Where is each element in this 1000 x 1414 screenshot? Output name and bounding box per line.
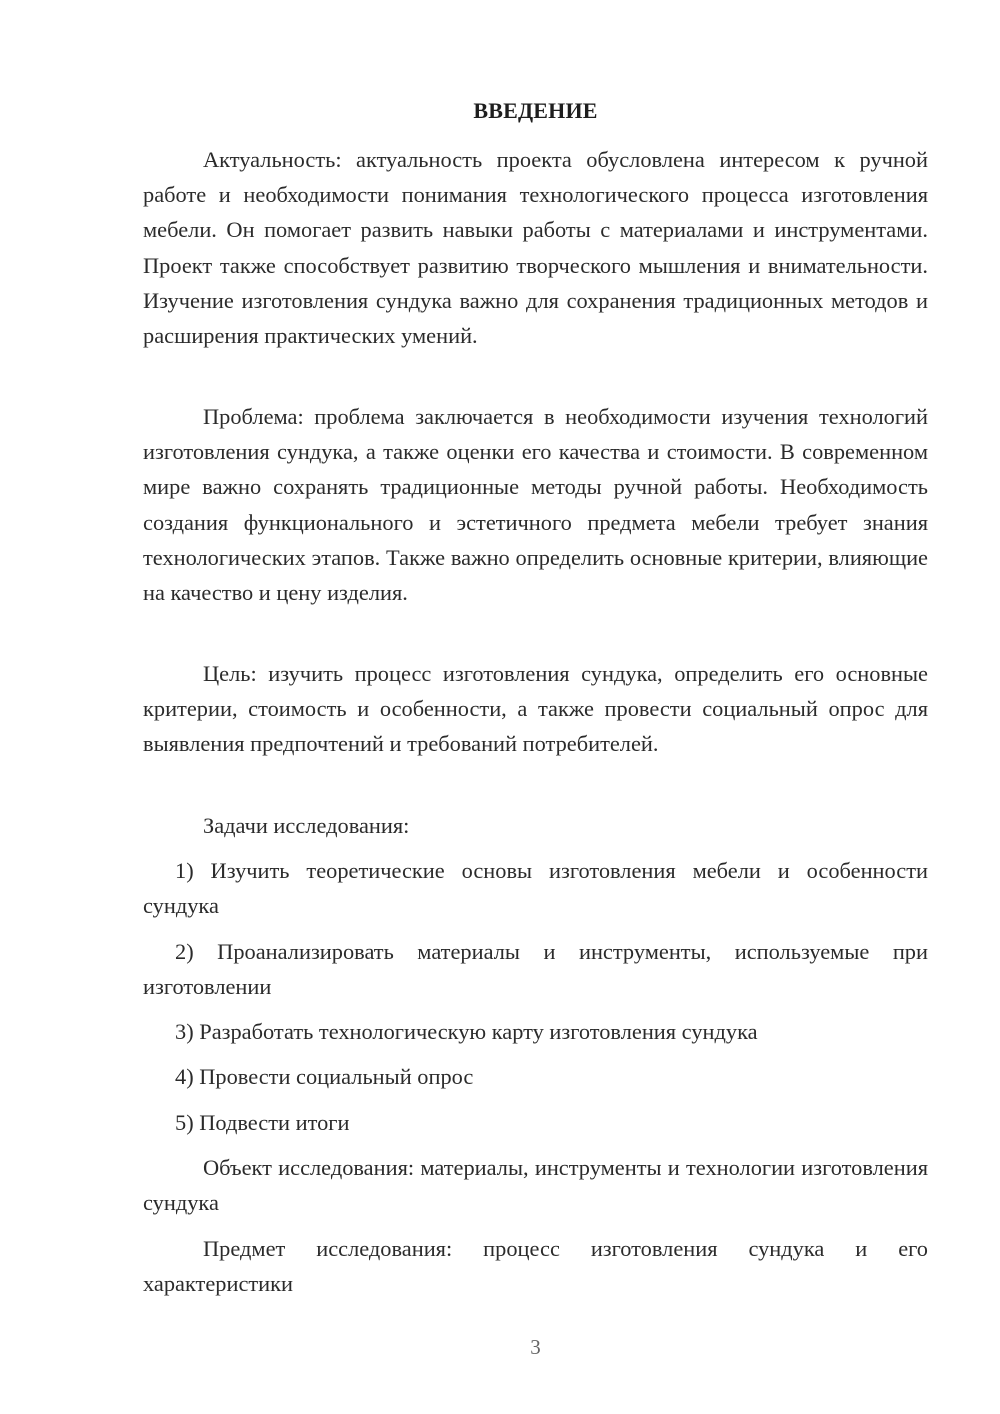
goal-paragraph: Цель: изучить процесс изготовления сундука, определить его основные критерии, стоимость и особенности, а также провести социальный опрос для выявления предпочтений и требований потребителей. bbox=[143, 661, 928, 757]
tasks-heading: Задачи исследования: bbox=[203, 813, 410, 838]
problem-paragraph: Проблема: проблема заключается в необходимости изучения технологий изготовления сундука, а также оценки его качества и стоимости. В современном мире важно сохранять традиционные методы ручной работы. Необходимость создания функционального и эстетичного предмета мебели требует знания технологических этапов. Также важно определить основные критерии, влияющие на качество и цену изделия. bbox=[143, 404, 928, 606]
task-item: 3) Разработать технологическую карту изготовления сундука bbox=[175, 1019, 758, 1044]
page-number: 3 bbox=[530, 1335, 541, 1359]
task-item: 4) Провести социальный опрос bbox=[175, 1064, 474, 1089]
relevance-paragraph: Актуальность: актуальность проекта обусловлена интересом к ручной работе и необходимости понимания технологического процесса изготовления мебели. Он помогает развить навыки работы с материалами и инструментами. Проект также способствует развитию творческого мышления и внимательности. Изучение изготовления сундука важно для сохранения традиционных методов и расширения практических умений. bbox=[143, 147, 928, 349]
task-item: 1) Изучить теоретические основы изготовления мебели и особенности сундука bbox=[143, 858, 928, 919]
task-item: 2) Проанализировать материалы и инструменты, используемые при изготовлении bbox=[143, 939, 928, 1000]
subject-paragraph: Предмет исследования: процесс изготовления сундука и его характеристики bbox=[143, 1236, 928, 1297]
object-paragraph: Объект исследования: материалы, инструменты и технологии изготовления сундука bbox=[143, 1155, 928, 1216]
document-page bbox=[143, 0, 928, 1414]
task-item: 5) Подвести итоги bbox=[175, 1110, 350, 1135]
section-title: ВВЕДЕНИЕ bbox=[473, 98, 598, 123]
